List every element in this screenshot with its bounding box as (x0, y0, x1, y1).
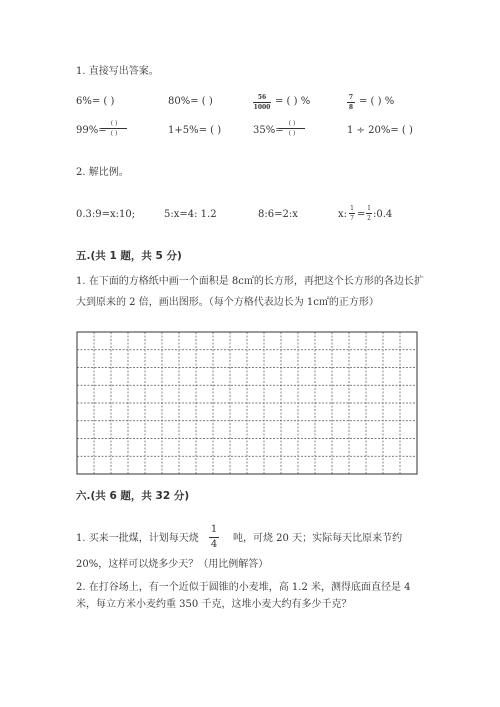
q1-item-99-percent: 99%= (76, 125, 107, 136)
q2-item-d-equals: = (357, 209, 366, 220)
fraction-numerator: 1 (210, 524, 218, 535)
q2-item-d-right: :0.4 (373, 209, 393, 220)
section-6-q2-line2: 米，每立方米小麦约重 350 千克，这堆小麦大约有多少千克？ (76, 599, 352, 610)
section-5-q1-line2: 大到原来的 2 倍，画出图形。（每个方格代表边长为 1c㎡的正方形） (76, 297, 379, 308)
q2-item-a: 0.3:9=x:10; (76, 209, 136, 220)
section-5-header: 五.(共 1 题，共 5 分) (76, 250, 182, 262)
fraction-denominator: ( ) (110, 130, 118, 137)
grid-paper[interactable] (76, 331, 418, 475)
fraction-blank-35 (279, 120, 305, 137)
fraction-1-4 (209, 524, 219, 551)
section-6-q1-post: 吨，可烧 20 天；实际每天比原来节约 (233, 533, 403, 544)
fraction-numerator: 1 (367, 205, 371, 212)
q1-item-fraction-56-rest: = ( ) % (275, 96, 311, 107)
fraction-numerator: 7 (348, 94, 354, 101)
fraction-7-8 (347, 94, 355, 111)
section-6-header: 六.(共 6 题，共 32 分) (76, 490, 190, 502)
q2-item-b: 5:x=4: 1.2 (164, 209, 217, 220)
section-6-q2-line1: 2. 在打谷场上，有一个近似于圆锥的小麦堆，高 1.2 米，测得底面直径是 4 (76, 582, 411, 593)
fraction-1-7 (349, 205, 355, 222)
fraction-numerator: 1 (350, 205, 354, 212)
q1-item-35-percent: 35%= (253, 125, 284, 136)
q1-item-80-percent: 80%= ( ) (168, 96, 213, 107)
fraction-denominator: 2 (367, 215, 371, 222)
fraction-blank-99 (101, 120, 127, 137)
fraction-denominator: 8 (348, 104, 354, 111)
section-6-q1-pre: 1. 买来一批煤，计划每天烧 (76, 533, 199, 544)
question-1-title: 1. 直接写出答案。 (76, 66, 159, 77)
q1-item-fraction-7-rest: = ( ) % (359, 96, 395, 107)
q1-item-1-div-20-percent: 1 ÷ 20%= ( ) (347, 125, 413, 136)
section-6-q1-line2: 20%，这样可以烧多少天？（用比例解答） (76, 559, 269, 570)
fraction-denominator: 7 (350, 215, 354, 222)
q2-item-c: 8:6=2:x (258, 209, 298, 220)
question-2-title: 2. 解比例。 (76, 167, 129, 178)
q1-item-6-percent: 6%= ( ) (76, 96, 115, 107)
fraction-denominator: 4 (210, 539, 218, 550)
fraction-56-1000 (253, 94, 271, 111)
fraction-denominator: 1000 (253, 104, 271, 111)
fraction-1-2 (366, 205, 372, 222)
q1-item-1-plus-5-percent: 1+5%= ( ) (168, 125, 222, 136)
fraction-denominator: ( ) (288, 130, 296, 137)
section-5-q1-line1: 1. 在下面的方格纸中画一个面积是 8c㎡的长方形，再把这个长方形的各边长扩 (76, 276, 424, 287)
fraction-numerator: ( ) (110, 120, 118, 127)
fraction-numerator: ( ) (288, 120, 296, 127)
fraction-numerator: 56 (257, 94, 267, 101)
q2-item-d-left: x: (338, 209, 348, 220)
